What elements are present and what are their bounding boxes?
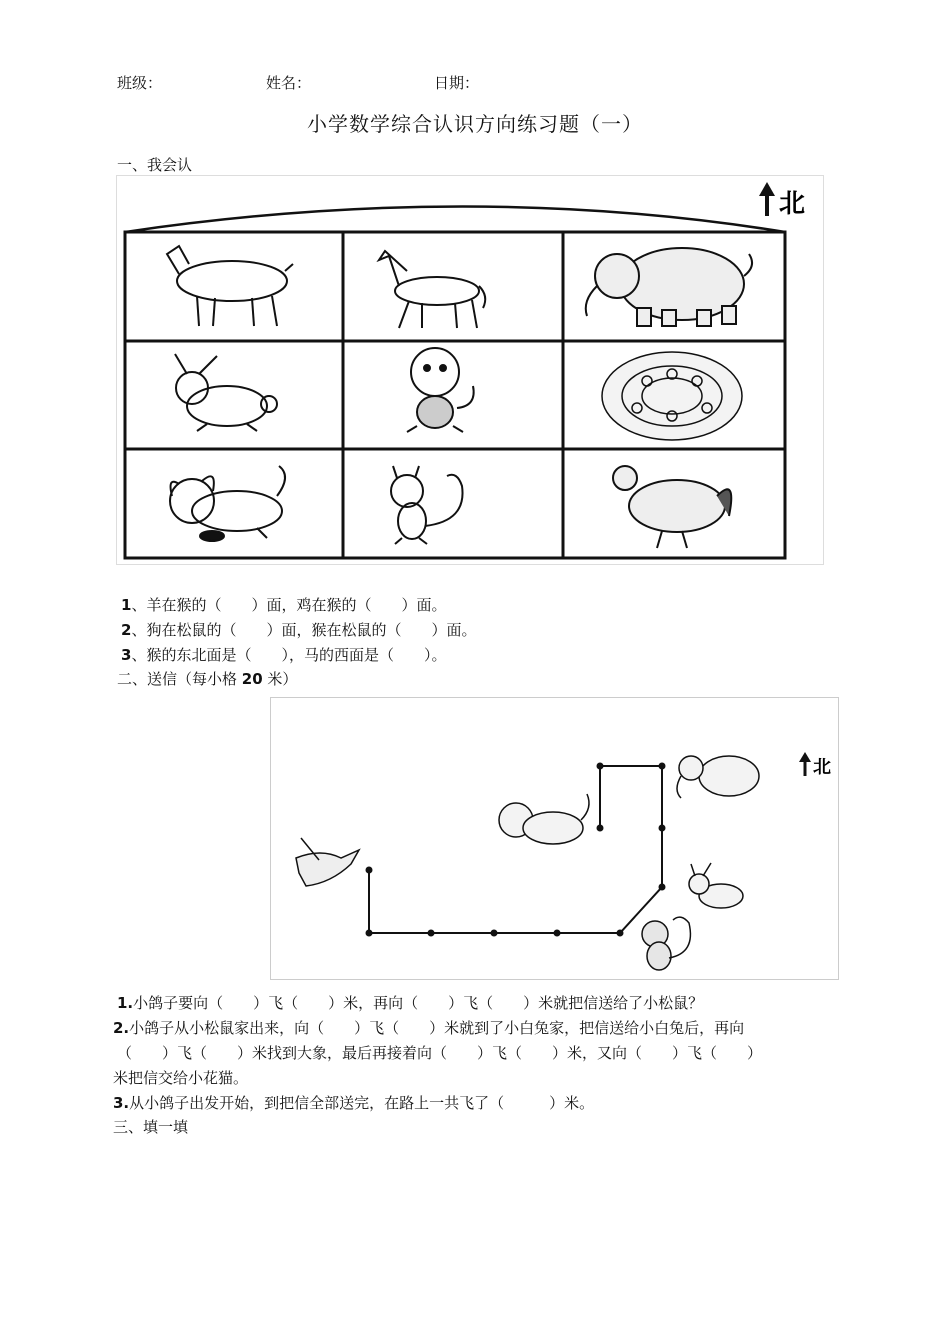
peacock-icon xyxy=(602,352,742,440)
monkey-icon xyxy=(407,348,474,432)
section2-question-2-cont: （ ）飞（ ）米找到大象，最后再接着向（ ）飞（ ）米，又向（ ）飞（ ） xyxy=(117,1044,763,1062)
section2-question-2-end: 米把信交给小花猫。 xyxy=(113,1069,249,1087)
section1-question-3: 3、猴的东北面是（ ），马的西面是（ ）。 xyxy=(121,646,447,664)
route-map xyxy=(270,697,839,980)
page-title: 小学数学综合认识方向练习题（一） xyxy=(307,112,643,136)
section2-question-2: 2.小鸽子从小松鼠家出来，向（ ）飞（ ）米就到了小白兔家，把信送给小白兔后，再向 xyxy=(113,1019,745,1037)
north-label: 北 xyxy=(813,757,831,778)
section1-question-1: 1、羊在猴的（ ）面，鸡在猴的（ ）面。 xyxy=(121,596,447,614)
route-points xyxy=(366,763,666,937)
section3-heading: 三、填一填 xyxy=(113,1118,189,1136)
goat-icon xyxy=(167,246,293,326)
elephant-icon xyxy=(586,248,752,326)
rabbit-icon xyxy=(175,354,277,431)
date-label: 日期： xyxy=(434,74,480,92)
north-label: 北 xyxy=(779,189,806,219)
pigeon-icon xyxy=(296,838,359,886)
dog-icon xyxy=(170,466,285,541)
section2-question-1: 1.小鸽子要向（ ）飞（ ）米，再向（ ）飞（ ）米就把信送给了小松鼠？ xyxy=(117,994,704,1012)
horse-icon xyxy=(379,251,485,328)
north-arrow-icon xyxy=(799,752,811,776)
chicken-icon xyxy=(613,466,731,548)
squirrel-icon xyxy=(642,917,690,970)
elephant-icon xyxy=(677,756,759,798)
name-label: 姓名： xyxy=(266,74,312,92)
section2-question-3: 3.从小鸽子出发开始，到把信全部送完，在路上一共飞了（ ）米。 xyxy=(113,1094,595,1112)
section1-heading: 一、我会认 xyxy=(117,156,193,174)
north-arrow-icon xyxy=(759,182,775,216)
class-label: 班级： xyxy=(117,74,163,92)
section2-heading: 二、送信（每小格 20 米） xyxy=(117,670,298,688)
animal-grid xyxy=(116,175,824,565)
rabbit-icon xyxy=(689,863,743,908)
cat-icon xyxy=(499,794,589,844)
squirrel-icon xyxy=(391,466,463,544)
section1-question-2: 2、狗在松鼠的（ ）面，猴在松鼠的（ ）面。 xyxy=(121,621,477,639)
